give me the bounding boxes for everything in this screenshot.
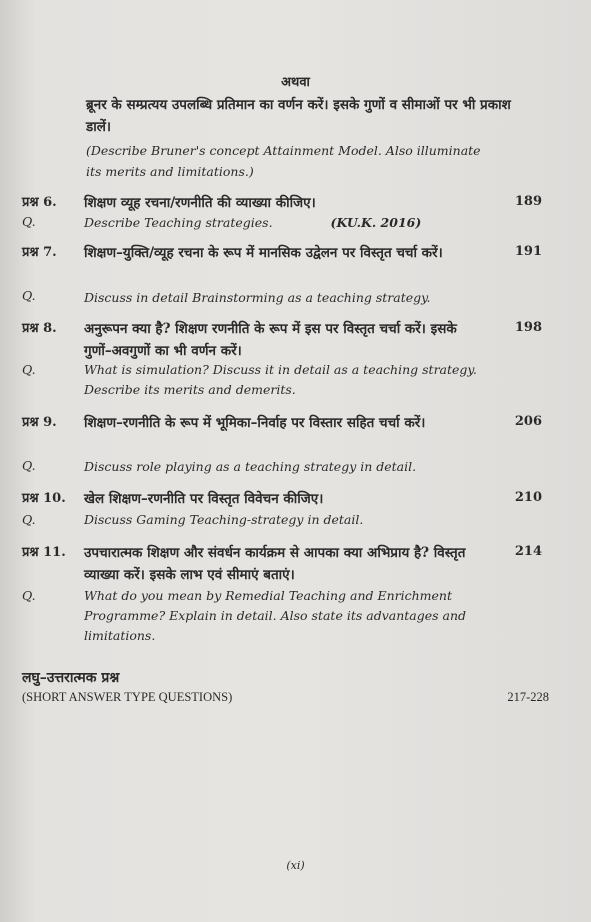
page-number: 214 <box>514 544 542 559</box>
page-number: 206 <box>514 414 542 429</box>
alt-question-english: (Describe Bruner's concept Attainment Model. Also illuminate its merits and limitations.) <box>86 143 481 179</box>
question-text-hindi: अनुरूपन क्या है? शिक्षण रणनीति के रूप में इस पर विस्तृत चर्चा करें। इसके गुणों–अवगुणों का भी वर्णन करें। <box>84 321 457 359</box>
short-answer-heading-hindi: लघु–उत्तरात्मक प्रश्न <box>22 670 120 686</box>
question-text-english: Discuss in detail Brainstorming as a teaching strategy. <box>84 290 431 305</box>
question-text-english: Discuss role playing as a teaching strategy in detail. <box>84 459 417 474</box>
question-number-english: Q. <box>22 588 36 603</box>
question-text-hindi: खेल शिक्षण–रणनीति पर विस्तृत विवेचन कीजिए। <box>84 491 324 507</box>
alt-heading: अथवा <box>281 75 310 90</box>
page-number: 198 <box>514 320 542 335</box>
question-text-hindi: शिक्षण व्यूह रचना/रणनीति की व्याख्या कीजिए। <box>84 195 316 211</box>
question-text-hindi: उपचारात्मक शिक्षण और संवर्धन कार्यक्रम से आपका क्या अभिप्राय है? विस्तृत व्याख्या करें। इसके लाभ एवं सीमाएं बताएं। <box>84 545 466 583</box>
page-footer-number: (xi) <box>286 859 305 872</box>
question-number-english: Q. <box>22 362 36 377</box>
question-number-hindi: प्रश्न 9. <box>22 415 57 430</box>
page-number: 189 <box>514 194 542 209</box>
question-number-english: Q. <box>22 214 36 229</box>
question-text-english: Discuss Gaming Teaching-strategy in detail. <box>84 512 364 527</box>
question-text-english: What is simulation? Discuss it in detail as a teaching strategy. Describe its merits and demerits. <box>84 362 477 397</box>
page-number: 210 <box>514 490 542 505</box>
question-number-english: Q. <box>22 288 36 303</box>
question-number-hindi: प्रश्न 10. <box>22 491 66 506</box>
question-number-english: Q. <box>22 458 36 473</box>
short-answer-heading-english: (SHORT ANSWER TYPE QUESTIONS) <box>22 690 233 704</box>
question-text-english: Describe Teaching strategies. (KU.K. 2016) <box>84 215 422 230</box>
question-text-english: What do you mean by Remedial Teaching and Enrichment Programme? Explain in detail. Also state its advantages and limitations. <box>84 588 467 643</box>
short-answer-page-range: 217-228 <box>507 690 549 704</box>
question-number-hindi: प्रश्न 6. <box>22 195 57 210</box>
question-text-hindi: शिक्षण–युक्ति/व्यूह रचना के रूप में मानसिक उद्वेलन पर विस्तृत चर्चा करें। <box>84 245 443 261</box>
question-number-english: Q. <box>22 512 36 527</box>
question-number-hindi: प्रश्न 7. <box>22 245 57 260</box>
question-number-hindi: प्रश्न 11. <box>22 545 66 560</box>
question-text-hindi: शिक्षण–रणनीति के रूप में भूमिका–निर्वाह पर विस्तार सहित चर्चा करें। <box>84 415 426 431</box>
exam-reference: (KU.K. 2016) <box>330 215 422 230</box>
question-number-hindi: प्रश्न 8. <box>22 321 57 336</box>
alt-question-hindi: ब्रूनर के सम्प्रत्यय उपलब्धि प्रतिमान का वर्णन करें। इसके गुणों व सीमाओं पर भी प्रकाश डालें। <box>86 97 511 135</box>
page-number: 191 <box>514 244 542 259</box>
